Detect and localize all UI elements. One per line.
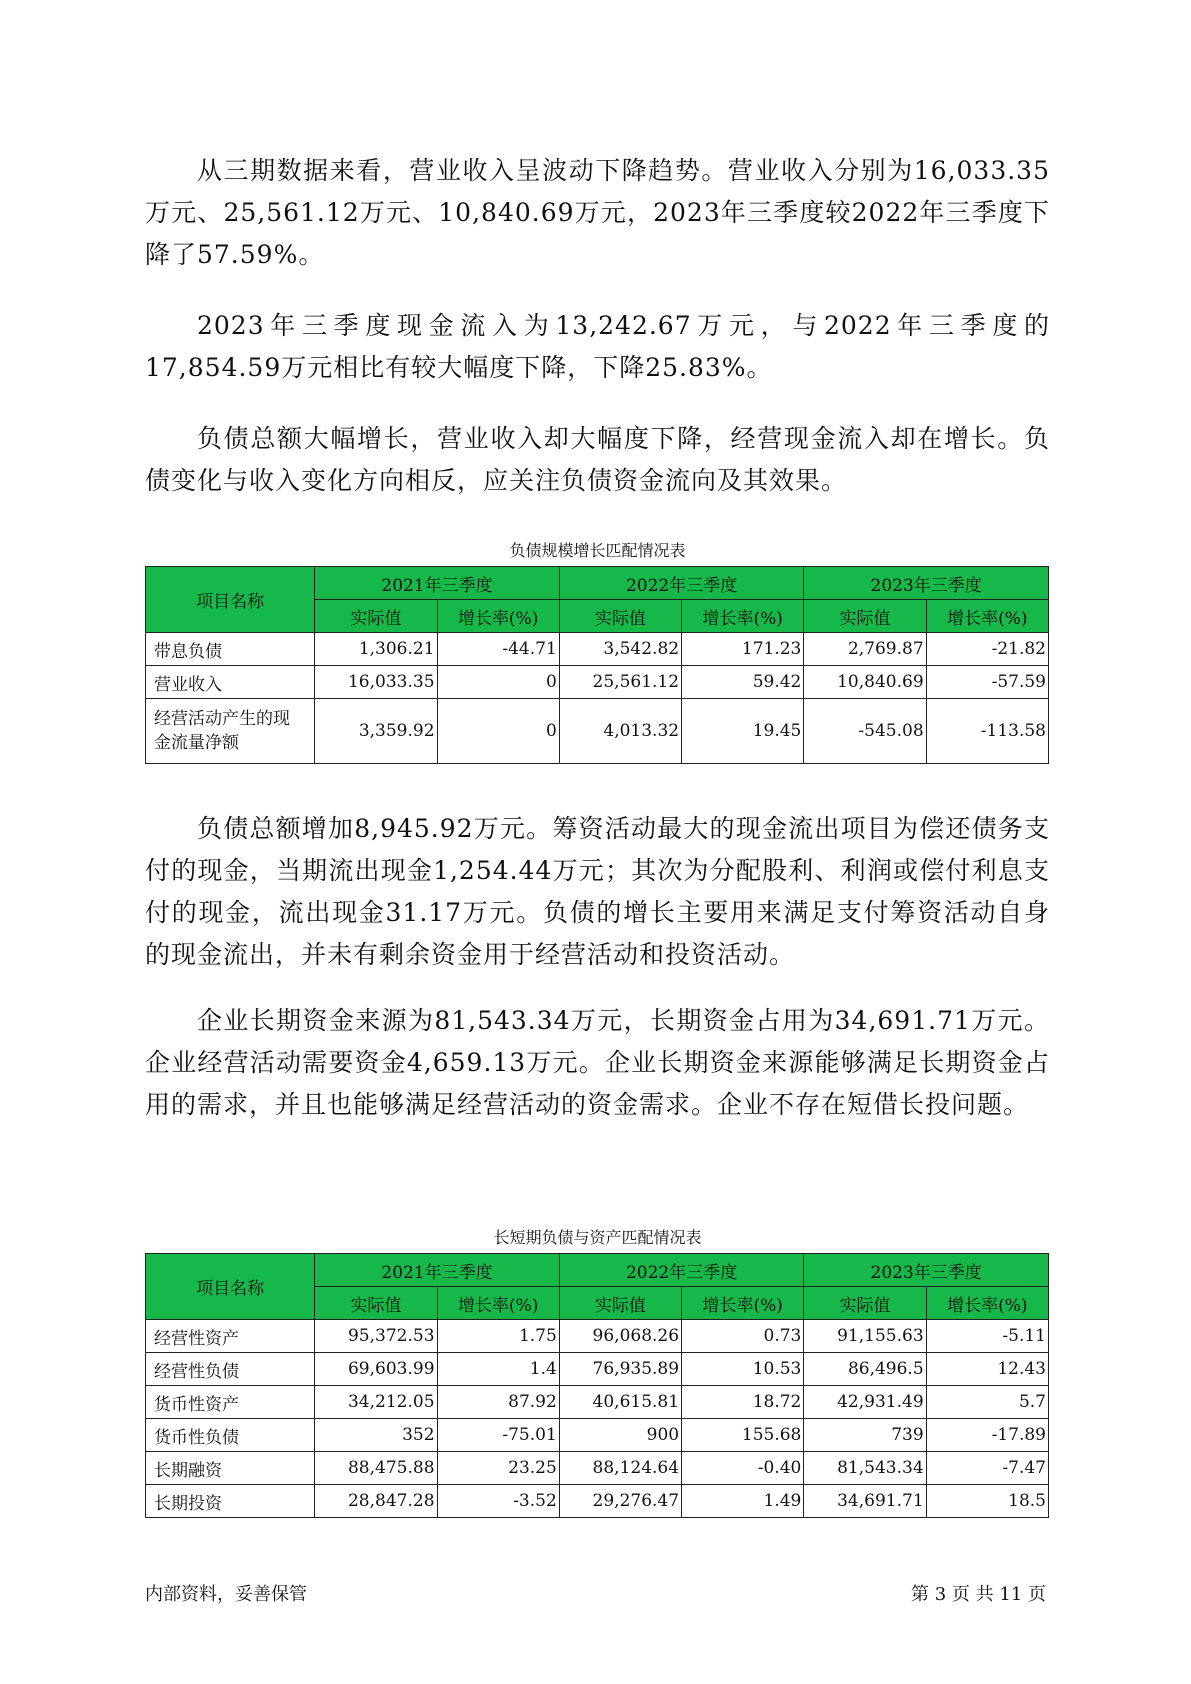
cell-value: 0 — [437, 666, 559, 699]
cell-value: 91,155.63 — [804, 1320, 926, 1353]
table2-caption: 长短期负债与资产匹配情况表 — [493, 1228, 702, 1247]
table-row — [146, 666, 1049, 699]
cell-value: 87.92 — [437, 1386, 559, 1419]
cell-value: 1.75 — [437, 1320, 559, 1353]
cell-value: 59.42 — [682, 666, 804, 699]
table-row — [146, 1452, 1049, 1485]
cell-value: -5.11 — [926, 1320, 1048, 1353]
paragraph-cash-inflow: 2023年三季度现金流入为13,242.67万元，与2022年三季度的17,854.59万元相比有较大幅度下降，下降25.83%。 — [145, 311, 1050, 382]
cell-value: -17.89 — [926, 1419, 1048, 1452]
header-sub: 增长率(%) — [682, 1287, 804, 1320]
paragraph-revenue-trend: 从三期数据来看，营业收入呈波动下降趋势。营业收入分别为16,033.35万元、25,561.12万元、10,840.69万元，2023年三季度较2022年三季度下降了57.59%。 — [145, 156, 1050, 269]
row-name: 货币性资产 — [146, 1386, 315, 1419]
cell-value: 2,769.87 — [804, 633, 926, 666]
table-header-row — [146, 1254, 1049, 1287]
row-name — [146, 699, 315, 764]
cell-value: 739 — [804, 1419, 926, 1452]
cell-value: -3.52 — [437, 1485, 559, 1518]
paragraph-debt-increase: 负债总额增加8,945.92万元。筹资活动最大的现金流出项目为偿还债务支付的现金，当期流出现金1,254.44万元；其次为分配股利、利润或偿付利息支付的现金，流出现金31.17万元。负债的增长主要用来满足支付筹资活动自身的现金流出，并未有剩余资金用于经营活动和投资活动。 — [145, 814, 1050, 969]
table-row — [146, 1419, 1049, 1452]
cell-value: 40,615.81 — [559, 1386, 681, 1419]
row-name: 带息负债 — [146, 633, 315, 666]
cell-value: 42,931.49 — [804, 1386, 926, 1419]
table-row — [146, 633, 1049, 666]
cell-value: -21.82 — [926, 633, 1048, 666]
cell-value: 96,068.26 — [559, 1320, 681, 1353]
cell-value: -75.01 — [437, 1419, 559, 1452]
table-row — [146, 1320, 1049, 1353]
header-sub: 实际值 — [804, 1287, 926, 1320]
row-name-line1: 经营活动产生的现 — [154, 709, 290, 729]
row-name: 长期融资 — [146, 1452, 315, 1485]
header-period: 2022年三季度 — [559, 1254, 804, 1287]
table-row — [146, 1353, 1049, 1386]
header-period: 2023年三季度 — [804, 1254, 1049, 1287]
row-name: 长期投资 — [146, 1485, 315, 1518]
header-item-name: 项目名称 — [146, 1254, 315, 1320]
row-name: 经营性负债 — [146, 1353, 315, 1386]
cell-value: 1.4 — [437, 1353, 559, 1386]
cell-value: 18.72 — [682, 1386, 804, 1419]
cell-value: 76,935.89 — [559, 1353, 681, 1386]
cell-value: 23.25 — [437, 1452, 559, 1485]
cell-value: 10.53 — [682, 1353, 804, 1386]
paragraph-long-term-funds: 企业长期资金来源为81,543.34万元，长期资金占用为34,691.71万元。企业经营活动需要资金4,659.13万元。企业长期资金来源能够满足长期资金占用的需求，并且也能够满足经营活动的资金需求。企业不存在短借长投问题。 — [145, 1006, 1050, 1119]
cell-value: -545.08 — [804, 699, 926, 764]
header-item-name: 项目名称 — [146, 567, 315, 633]
long-short-term-match-table — [145, 1253, 1049, 1518]
cell-value: -44.71 — [437, 633, 559, 666]
header-sub: 增长率(%) — [437, 600, 559, 633]
cell-value: 0.73 — [682, 1320, 804, 1353]
cell-value: 25,561.12 — [559, 666, 681, 699]
cell-value: 69,603.99 — [315, 1353, 437, 1386]
header-sub: 实际值 — [559, 1287, 681, 1320]
header-sub: 增长率(%) — [437, 1287, 559, 1320]
row-name: 营业收入 — [146, 666, 315, 699]
table-row — [146, 1386, 1049, 1419]
cell-value: 86,496.5 — [804, 1353, 926, 1386]
paragraph-debt-vs-revenue: 负债总额大幅增长，营业收入却大幅度下降，经营现金流入却在增长。负债变化与收入变化方向相反，应关注负债资金流向及其效果。 — [145, 424, 1050, 495]
cell-value: -7.47 — [926, 1452, 1048, 1485]
row-name: 货币性负债 — [146, 1419, 315, 1452]
cell-value: 10,840.69 — [804, 666, 926, 699]
cell-value: 34,212.05 — [315, 1386, 437, 1419]
cell-value: 3,542.82 — [559, 633, 681, 666]
cell-value: 1,306.21 — [315, 633, 437, 666]
header-sub: 实际值 — [559, 600, 681, 633]
header-sub: 增长率(%) — [926, 1287, 1048, 1320]
table-row — [146, 699, 1049, 764]
cell-value: 16,033.35 — [315, 666, 437, 699]
table1-caption: 负债规模增长匹配情况表 — [509, 541, 686, 560]
cell-value: 18.5 — [926, 1485, 1048, 1518]
cell-value: 1.49 — [682, 1485, 804, 1518]
header-period: 2022年三季度 — [559, 567, 804, 600]
header-period: 2021年三季度 — [315, 567, 560, 600]
cell-value: 5.7 — [926, 1386, 1048, 1419]
cell-value: -0.40 — [682, 1452, 804, 1485]
cell-value: 95,372.53 — [315, 1320, 437, 1353]
cell-value: 352 — [315, 1419, 437, 1452]
header-sub: 增长率(%) — [682, 600, 804, 633]
cell-value: 900 — [559, 1419, 681, 1452]
cell-value: 19.45 — [682, 699, 804, 764]
cell-value: 34,691.71 — [804, 1485, 926, 1518]
footer-page-number: 第 3 页 共 11 页 — [911, 1584, 1046, 1605]
table-row — [146, 1485, 1049, 1518]
table-header-row — [146, 567, 1049, 600]
cell-value: 3,359.92 — [315, 699, 437, 764]
header-period: 2021年三季度 — [315, 1254, 560, 1287]
cell-value: 28,847.28 — [315, 1485, 437, 1518]
cell-value: 155.68 — [682, 1419, 804, 1452]
cell-value: 4,013.32 — [559, 699, 681, 764]
cell-value: 29,276.47 — [559, 1485, 681, 1518]
cell-value: 88,475.88 — [315, 1452, 437, 1485]
cell-value: 88,124.64 — [559, 1452, 681, 1485]
row-name-line2: 金流量净额 — [154, 733, 239, 753]
header-sub: 增长率(%) — [926, 600, 1048, 633]
cell-value: -57.59 — [926, 666, 1048, 699]
debt-growth-match-table — [145, 566, 1049, 764]
header-sub: 实际值 — [804, 600, 926, 633]
cell-value: 171.23 — [682, 633, 804, 666]
cell-value: 12.43 — [926, 1353, 1048, 1386]
header-sub: 实际值 — [315, 600, 437, 633]
cell-value: 81,543.34 — [804, 1452, 926, 1485]
header-period: 2023年三季度 — [804, 567, 1049, 600]
footer-confidential-note: 内部资料，妥善保管 — [145, 1584, 307, 1605]
cell-value: -113.58 — [926, 699, 1048, 764]
header-sub: 实际值 — [315, 1287, 437, 1320]
row-name: 经营性资产 — [146, 1320, 315, 1353]
cell-value: 0 — [437, 699, 559, 764]
